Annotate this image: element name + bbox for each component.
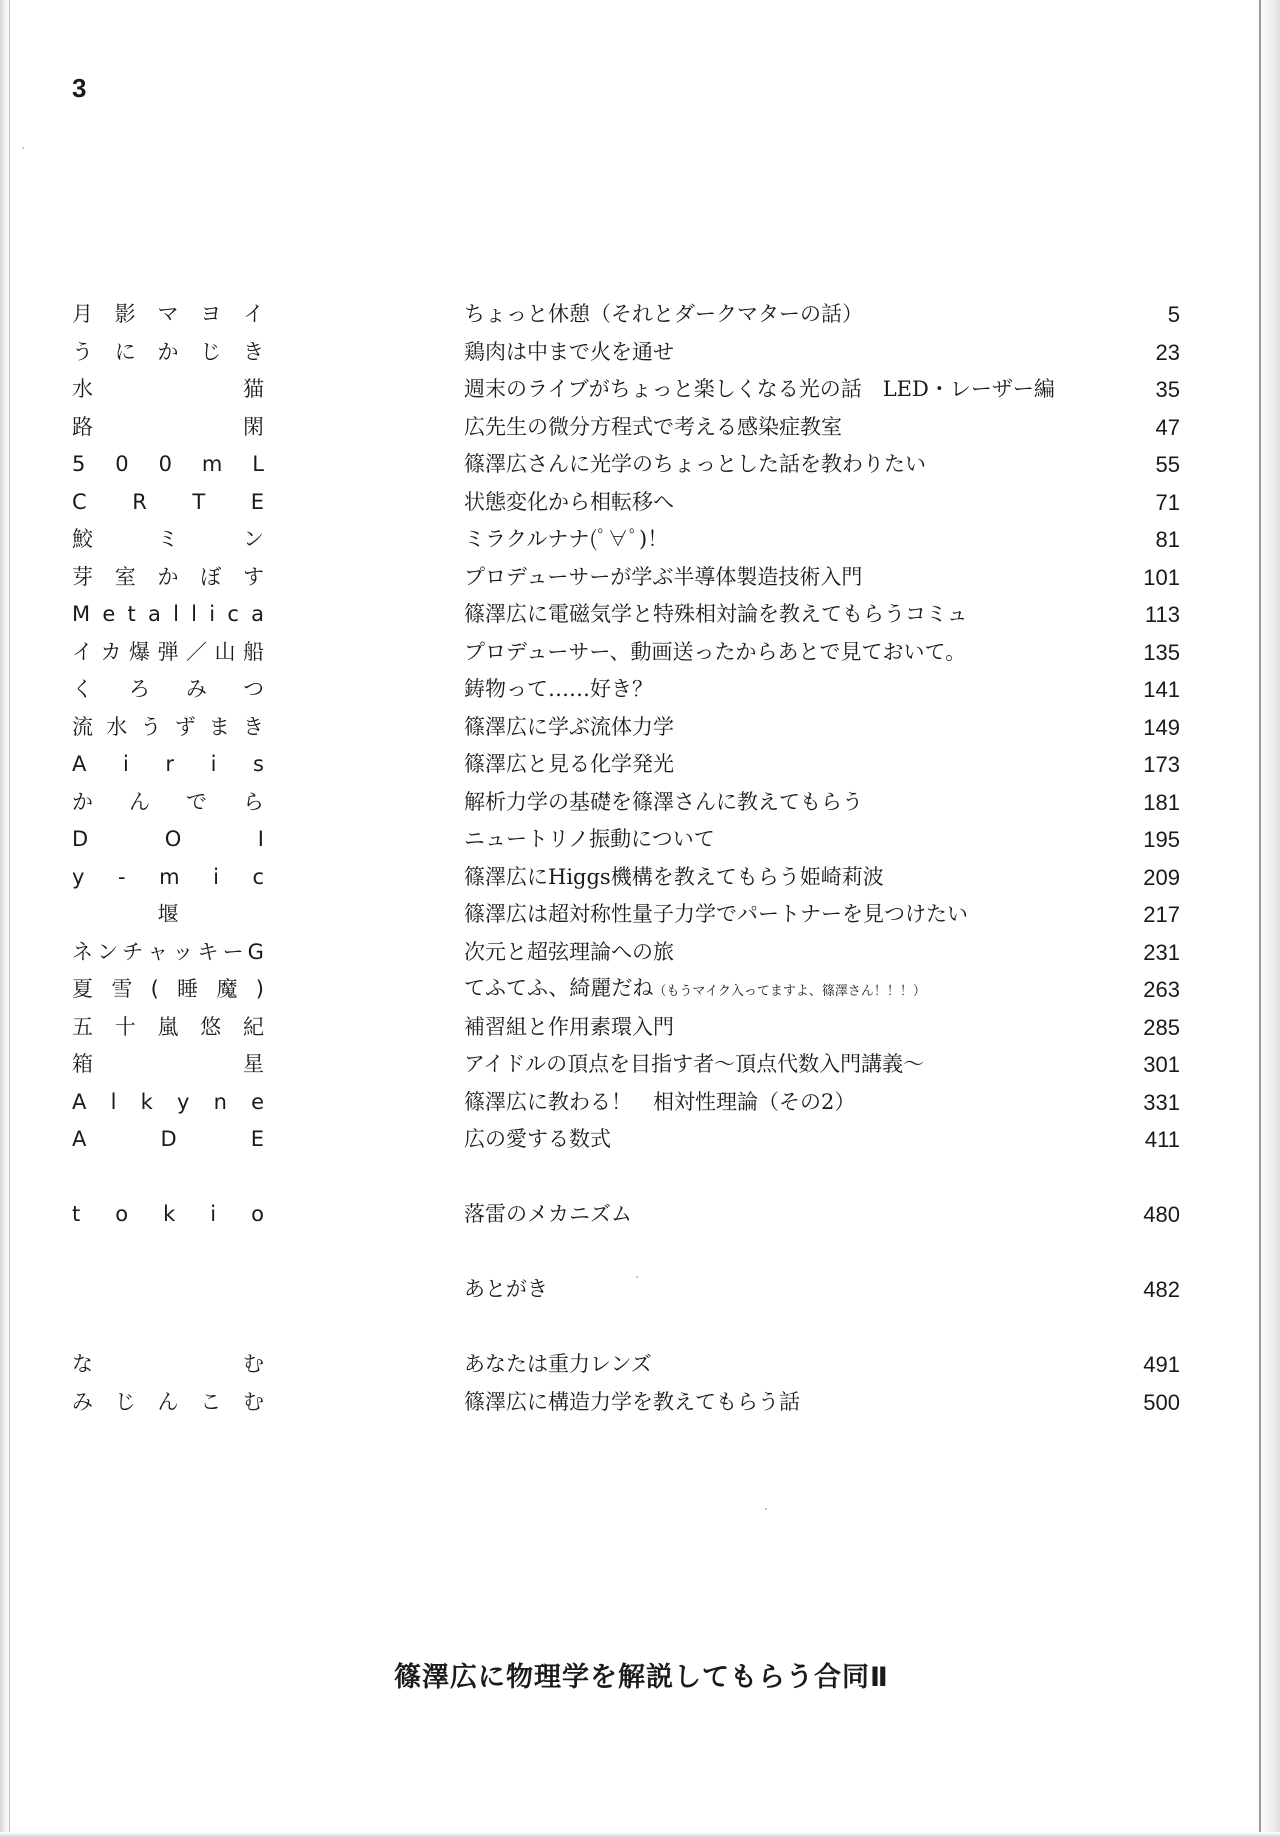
toc-author: 5 0 0 m L <box>72 452 264 476</box>
toc-page-number: 141 <box>1143 677 1180 702</box>
toc-page-number: 285 <box>1143 1014 1180 1040</box>
toc-author: 芽 室 か ぼ す <box>72 564 264 589</box>
toc-page-number: 135 <box>1143 639 1180 665</box>
toc-page-number: 217 <box>1143 902 1180 927</box>
toc-page-number: 55 <box>1155 452 1180 477</box>
toc-row <box>72 784 1180 822</box>
toc-author: 夏 雪 ( 睡 魔 ) <box>72 977 264 1001</box>
toc-title: 篠澤広に教わる！ 相対性理論（その2） <box>464 1089 856 1114</box>
toc-author: A l k y n e <box>72 1089 264 1114</box>
toc-page-number: 181 <box>1143 789 1180 815</box>
toc-author: M e t a l l i c a <box>72 602 264 626</box>
toc-page-number: 500 <box>1143 1389 1180 1415</box>
toc-author: 路 閑 <box>72 414 264 439</box>
toc-title: 篠澤広に電磁気学と特殊相対論を教えてもらうコミュ <box>464 602 968 626</box>
toc-title: 篠澤広にHiggs機構を教えてもらう姫崎莉波 <box>464 864 884 889</box>
toc-author: A D E <box>72 1127 264 1151</box>
toc-title: てふてふ、綺麗だね（もうマイク入ってますよ、篠澤さん！！！） <box>464 975 926 1000</box>
toc-author: 流 水 う ず ま き <box>72 714 264 739</box>
toc-title-note: （もうマイク入ってますよ、篠澤さん！！！） <box>653 983 926 999</box>
toc-row <box>72 1384 1180 1422</box>
toc-author: 五 十 嵐 悠 紀 <box>72 1014 264 1039</box>
toc-author: y - m i c <box>72 864 264 889</box>
toc-page-number: 263 <box>1143 977 1180 1002</box>
toc-author: t o k i o <box>72 1202 264 1226</box>
toc-row <box>72 296 1180 334</box>
toc-page-number: 81 <box>1155 527 1180 552</box>
toc-row <box>72 596 1180 634</box>
toc-page-number: 47 <box>1155 414 1180 440</box>
toc-row <box>72 409 1180 447</box>
scan-edge-line-left <box>9 0 10 1838</box>
toc-page-number: 5 <box>1167 302 1180 327</box>
toc-row <box>72 934 1180 972</box>
toc-row <box>72 484 1180 522</box>
toc-title: 週末のライブがちょっと楽しくなる光の話 LED・レーザー編 <box>464 377 1055 401</box>
toc-row <box>72 559 1180 597</box>
toc-author: う に か じ き <box>72 339 264 364</box>
toc-page-number: 35 <box>1155 377 1180 402</box>
toc-page-number: 482 <box>1143 1277 1180 1302</box>
toc-title: 補習組と作用素環入門 <box>464 1014 674 1039</box>
toc-author: な む <box>72 1352 264 1376</box>
toc-row <box>72 1346 1180 1384</box>
toc-title: 篠澤広に学ぶ流体力学 <box>464 714 674 739</box>
toc-author: ネ ン チ ャ ッ キ ー G <box>72 939 264 964</box>
toc-title: 篠澤広さんに光学のちょっとした話を教わりたい <box>464 452 926 476</box>
book-title: 篠澤広に物理学を解説してもらう合同Ⅱ <box>394 1662 889 1693</box>
toc-row <box>72 1196 1180 1234</box>
toc-row <box>72 371 1180 409</box>
toc-page-number: 113 <box>1144 602 1180 627</box>
toc-author: 鮫 ミ ン <box>72 527 264 551</box>
toc-title: ちょっと休憩（それとダークマターの話） <box>464 302 863 326</box>
toc-title: 広先生の微分方程式で考える感染症教室 <box>464 414 842 439</box>
toc-title: 篠澤広は超対称性量子力学でパートナーを見つけたい <box>464 902 968 926</box>
toc-page-number: 149 <box>1143 714 1180 740</box>
toc-row <box>72 1159 1180 1197</box>
toc-title: ミラクルナナ(ﾟ∀ﾟ)！ <box>464 527 669 551</box>
scan-edge-bottom <box>0 1832 1280 1838</box>
toc-author: イ カ 爆 弾 ／ 山 船 <box>72 639 264 664</box>
toc-row <box>72 671 1180 709</box>
toc-title: 落雷のメカニズム <box>464 1202 632 1226</box>
toc-row <box>72 709 1180 747</box>
toc-title: あとがき <box>464 1277 548 1301</box>
toc-row <box>72 1234 1180 1272</box>
toc-title: プロデューサーが学ぶ半導体製造技術入門 <box>464 564 863 589</box>
toc-title: 次元と超弦理論への旅 <box>464 939 674 964</box>
table-of-contents <box>72 296 1180 1421</box>
toc-page-number: 491 <box>1143 1352 1180 1377</box>
scan-speck <box>22 147 24 149</box>
toc-page-number: 301 <box>1143 1052 1180 1077</box>
toc-author: く ろ み つ <box>72 677 264 701</box>
toc-page-number: 101 <box>1143 564 1180 590</box>
toc-title: 篠澤広と見る化学発光 <box>464 752 674 776</box>
scan-edge-line-right <box>1259 0 1261 1838</box>
toc-row <box>72 821 1180 859</box>
toc-row <box>72 1309 1180 1347</box>
toc-page-number: 23 <box>1155 339 1180 365</box>
toc-row <box>72 521 1180 559</box>
toc-author: C R T E <box>72 489 264 514</box>
toc-row <box>72 1121 1180 1159</box>
toc-row <box>72 746 1180 784</box>
toc-author: D O I <box>72 827 264 851</box>
toc-page-number: 195 <box>1143 827 1180 852</box>
toc-author: 箱 星 <box>72 1052 264 1076</box>
toc-title: 広の愛する数式 <box>464 1127 611 1151</box>
toc-author: 月 影 マ ヨ イ <box>72 302 264 326</box>
toc-title: 篠澤広に構造力学を教えてもらう話 <box>464 1389 800 1414</box>
toc-title: ニュートリノ振動について <box>464 827 715 851</box>
toc-row <box>72 1046 1180 1084</box>
toc-row <box>72 1009 1180 1047</box>
toc-author: か ん で ら <box>72 789 264 814</box>
toc-title: あなたは重力レンズ <box>464 1352 652 1376</box>
toc-author: A i r i s <box>72 752 264 776</box>
toc-row <box>72 1271 1180 1309</box>
toc-page-number: 231 <box>1143 939 1180 965</box>
toc-title: 解析力学の基礎を篠澤さんに教えてもらう <box>464 789 863 814</box>
toc-row <box>72 446 1180 484</box>
toc-row <box>72 896 1180 934</box>
toc-page-number: 411 <box>1144 1127 1180 1152</box>
toc-author: み じ ん こ む <box>72 1389 264 1414</box>
toc-row <box>72 634 1180 672</box>
toc-title: 状態変化から相転移へ <box>464 489 674 514</box>
toc-row <box>72 1084 1180 1122</box>
toc-row <box>72 334 1180 372</box>
toc-page-number: 209 <box>1143 864 1180 890</box>
toc-author: 堰 <box>157 902 179 926</box>
toc-author: 水 猫 <box>72 377 264 401</box>
toc-title: 鶏肉は中まで火を通せ <box>464 339 674 364</box>
page-number: 3 <box>72 73 87 103</box>
toc-page-number: 71 <box>1155 489 1180 515</box>
toc-row <box>72 971 1180 1009</box>
toc-title: プロデューサー、動画送ったからあとで見ておいて。 <box>464 639 967 664</box>
scan-speck <box>765 1508 767 1510</box>
toc-page-number: 173 <box>1143 752 1180 777</box>
toc-title: アイドルの頂点を目指す者～頂点代数入門講義～ <box>464 1052 925 1076</box>
toc-page-number: 480 <box>1143 1202 1180 1227</box>
toc-page-number: 331 <box>1143 1089 1180 1115</box>
toc-row <box>72 859 1180 897</box>
toc-title: 鋳物って……好き？ <box>464 677 653 701</box>
